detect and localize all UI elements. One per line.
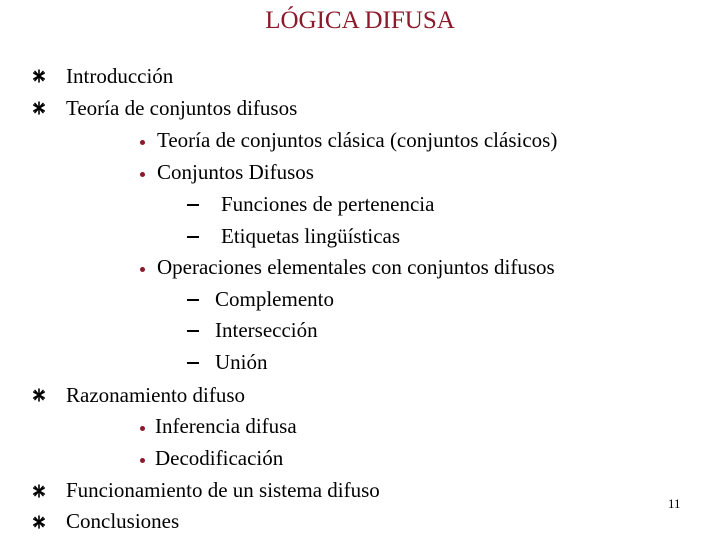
outline-item-complemento: Complemento (215, 287, 334, 311)
outline-item-etiquetas-linguisticas: Etiquetas lingüísticas (221, 224, 401, 248)
outline-item-conjuntos-difusos: Conjuntos Difusos (157, 160, 314, 184)
asterisk-icon (32, 388, 46, 402)
dot-icon (140, 458, 145, 463)
page-number: 11 (668, 496, 681, 511)
dash-icon (187, 204, 199, 206)
outline-item-introduccion: Introducción (66, 64, 174, 88)
outline-item-decodificacion: Decodificación (155, 446, 284, 470)
dash-icon (187, 330, 199, 332)
dot-icon (140, 426, 145, 431)
dash-icon (187, 362, 199, 364)
dash-icon (187, 299, 199, 301)
outline-item-funcionamiento: Funcionamiento de un sistema difuso (66, 478, 380, 502)
asterisk-icon (32, 484, 46, 498)
asterisk-icon (32, 69, 46, 83)
dot-icon (140, 267, 145, 272)
asterisk-icon (32, 515, 46, 529)
outline-item-teoria-difusos: Teoría de conjuntos difusos (66, 96, 298, 120)
outline-item-conclusiones: Conclusiones (66, 509, 180, 533)
asterisk-icon (32, 101, 46, 115)
outline-item-operaciones: Operaciones elementales con conjuntos difusos (157, 255, 555, 279)
outline-item-inferencia: Inferencia difusa (155, 414, 297, 438)
dot-icon (140, 172, 145, 177)
dash-icon (187, 236, 199, 238)
outline-item-interseccion: Intersección (215, 318, 318, 342)
slide-title: LÓGICA DIFUSA (265, 7, 455, 34)
outline-item-funciones-pertenencia: Funciones de pertenencia (221, 192, 435, 216)
dot-icon (140, 140, 145, 145)
outline-item-union: Unión (215, 350, 268, 374)
outline-item-teoria-clasica: Teoría de conjuntos clásica (conjuntos clásicos) (157, 128, 558, 152)
outline-item-razonamiento: Razonamiento difuso (66, 383, 246, 407)
